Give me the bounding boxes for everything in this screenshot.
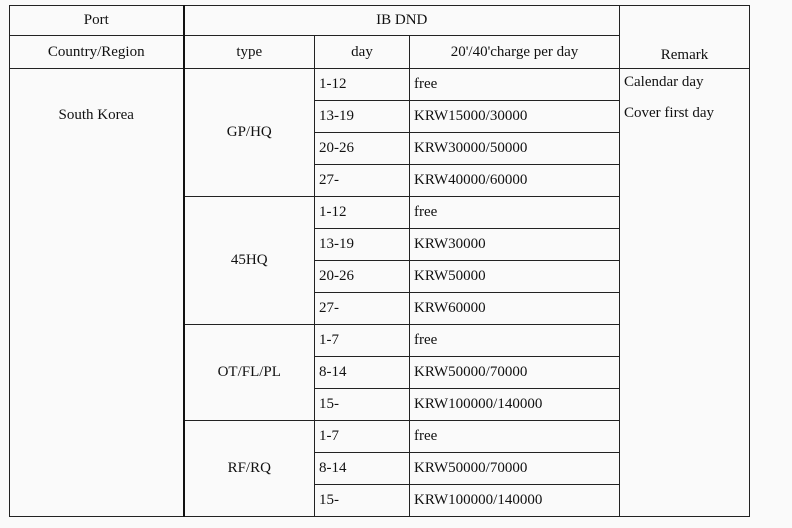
type-cell: OT/FL/PL	[184, 325, 315, 421]
charge-header: 20'/40'charge per day	[410, 36, 620, 69]
day-cell: 13-19	[315, 229, 410, 261]
dnd-table-body	[10, 6, 750, 517]
remark-text: Calendar day	[624, 74, 704, 90]
day-cell: 8-14	[315, 453, 410, 485]
charge-cell: free	[410, 325, 620, 357]
charge-cell: KRW60000	[410, 293, 620, 325]
day-cell: 8-14	[315, 357, 410, 389]
charge-cell: KRW15000/30000	[410, 101, 620, 133]
day-cell: 20-26	[315, 261, 410, 293]
charge-cell: KRW40000/60000	[410, 165, 620, 197]
table-row	[10, 69, 750, 101]
ib-dnd-header: IB DND	[184, 6, 620, 36]
charge-cell: KRW30000/50000	[410, 133, 620, 165]
port-header: Port	[10, 6, 184, 36]
type-cell: 45HQ	[184, 197, 315, 325]
remark-text: Cover first day	[624, 105, 714, 121]
day-cell: 1-12	[315, 69, 410, 101]
charge-cell: KRW30000	[410, 229, 620, 261]
type-cell: GP/HQ	[184, 69, 315, 197]
charge-cell: free	[410, 197, 620, 229]
charge-cell: KRW50000/70000	[410, 453, 620, 485]
type-cell: RF/RQ	[184, 421, 315, 517]
charge-cell: KRW50000/70000	[410, 357, 620, 389]
charge-cell: KRW50000	[410, 261, 620, 293]
day-cell: 1-12	[315, 197, 410, 229]
day-cell: 27-	[315, 293, 410, 325]
dnd-table	[9, 5, 750, 517]
type-header: type	[184, 36, 315, 69]
day-cell: 15-	[315, 485, 410, 517]
remark-header: Remark	[620, 6, 750, 69]
country-cell: South Korea	[10, 69, 184, 517]
day-cell: 27-	[315, 165, 410, 197]
day-cell: 1-7	[315, 421, 410, 453]
charge-cell: KRW100000/140000	[410, 389, 620, 421]
header-row-top	[10, 6, 750, 36]
country-region-header: Country/Region	[10, 36, 184, 69]
day-header: day	[315, 36, 410, 69]
day-cell: 1-7	[315, 325, 410, 357]
charge-cell: free	[410, 421, 620, 453]
day-cell: 20-26	[315, 133, 410, 165]
charge-cell: KRW100000/140000	[410, 485, 620, 517]
day-cell: 15-	[315, 389, 410, 421]
charge-cell: free	[410, 69, 620, 101]
day-cell: 13-19	[315, 101, 410, 133]
remark-cell	[620, 69, 750, 517]
